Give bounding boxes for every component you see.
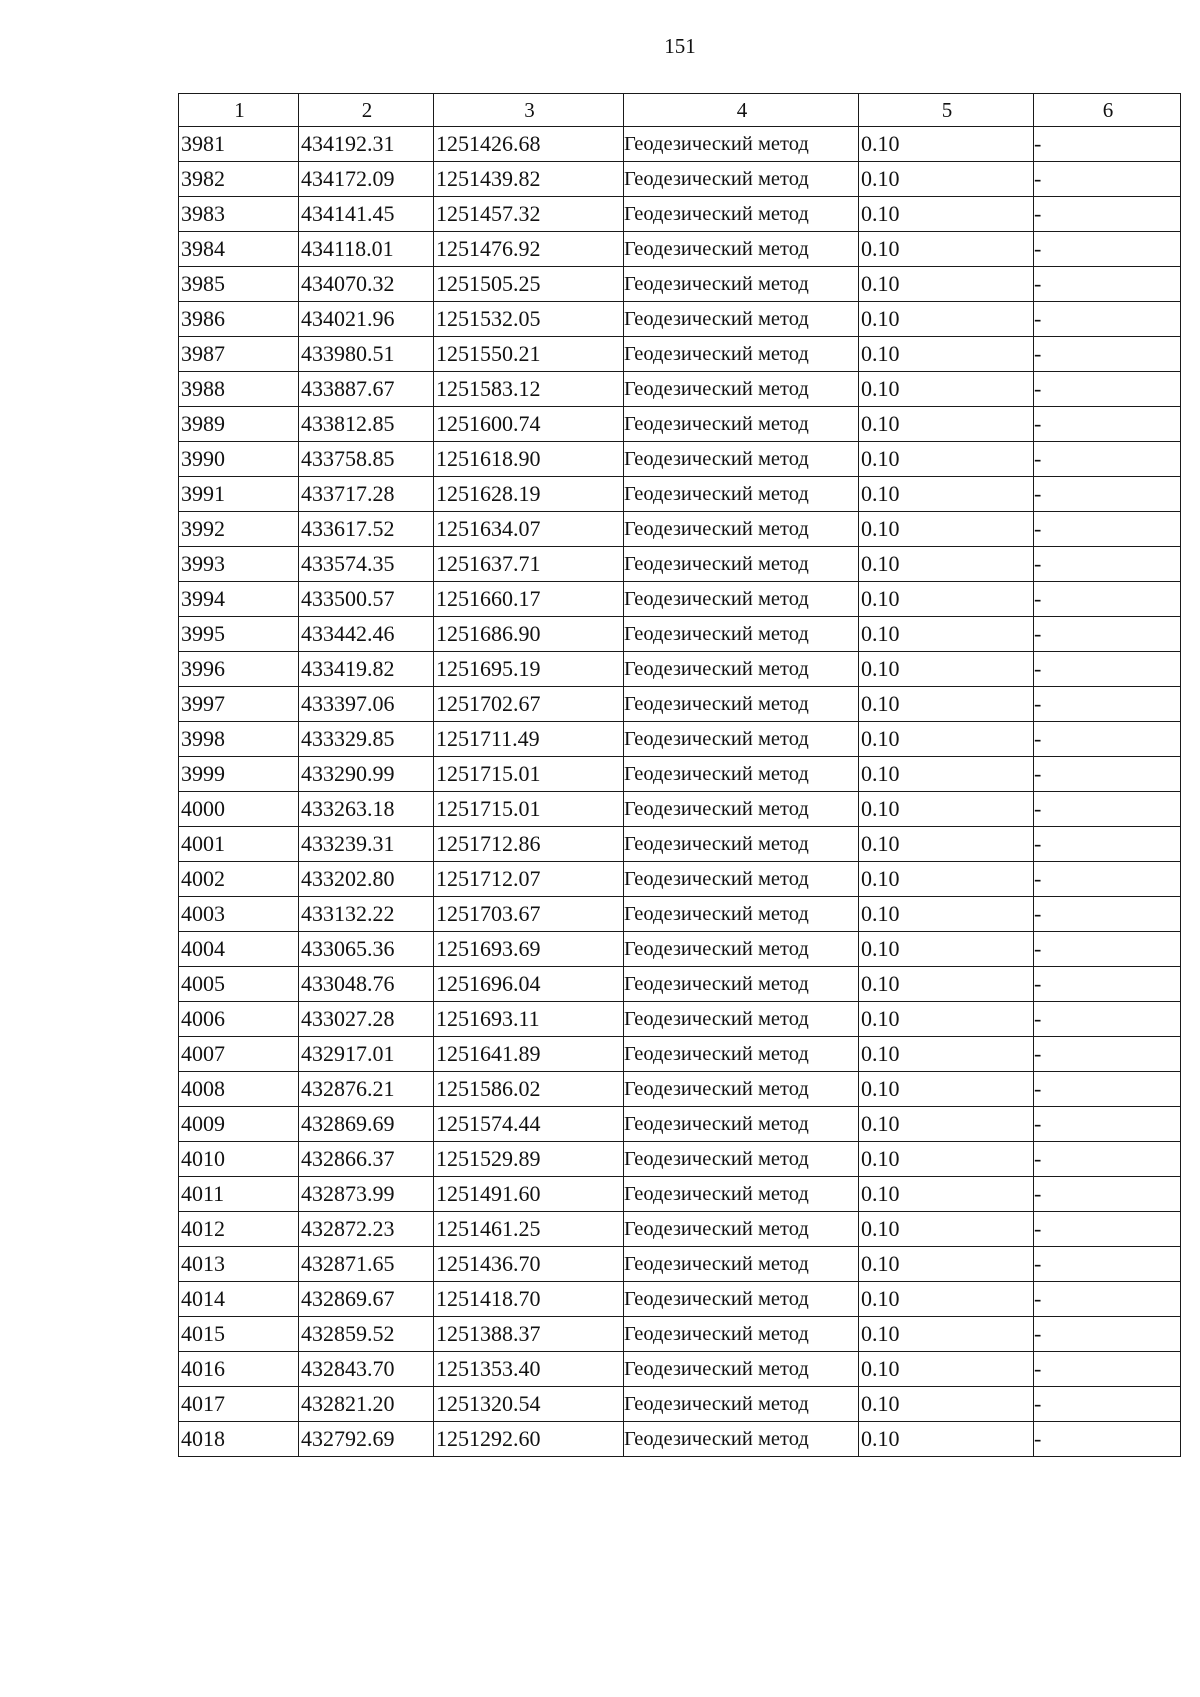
accuracy-cell: 0.10 — [859, 1317, 1034, 1352]
note-cell: - — [1034, 617, 1181, 652]
method-cell: Геодезический метод — [624, 162, 859, 197]
point-number-cell: 4006 — [179, 1002, 299, 1037]
table-row — [179, 1107, 1181, 1142]
table-row — [179, 757, 1181, 792]
note-cell: - — [1034, 1247, 1181, 1282]
method-cell: Геодезический метод — [624, 1177, 859, 1212]
method-cell: Геодезический метод — [624, 792, 859, 827]
column-header-1: 1 — [179, 94, 299, 127]
y-coordinate-cell: 1251532.05 — [434, 302, 624, 337]
accuracy-cell: 0.10 — [859, 1282, 1034, 1317]
table-row — [179, 232, 1181, 267]
table-row — [179, 1387, 1181, 1422]
x-coordinate-cell: 434021.96 — [299, 302, 434, 337]
table-row — [179, 792, 1181, 827]
y-coordinate-cell: 1251600.74 — [434, 407, 624, 442]
note-cell: - — [1034, 1177, 1181, 1212]
note-cell: - — [1034, 967, 1181, 1002]
accuracy-cell: 0.10 — [859, 932, 1034, 967]
table-row — [179, 337, 1181, 372]
method-cell: Геодезический метод — [624, 372, 859, 407]
x-coordinate-cell: 434141.45 — [299, 197, 434, 232]
table-row — [179, 442, 1181, 477]
x-coordinate-cell: 433812.85 — [299, 407, 434, 442]
accuracy-cell: 0.10 — [859, 1387, 1034, 1422]
y-coordinate-cell: 1251439.82 — [434, 162, 624, 197]
note-cell: - — [1034, 267, 1181, 302]
method-cell: Геодезический метод — [624, 407, 859, 442]
point-number-cell: 4011 — [179, 1177, 299, 1212]
method-cell: Геодезический метод — [624, 547, 859, 582]
y-coordinate-cell: 1251457.32 — [434, 197, 624, 232]
note-cell: - — [1034, 792, 1181, 827]
table-row — [179, 1317, 1181, 1352]
y-coordinate-cell: 1251505.25 — [434, 267, 624, 302]
x-coordinate-cell: 433887.67 — [299, 372, 434, 407]
method-cell: Геодезический метод — [624, 1387, 859, 1422]
x-coordinate-cell: 433048.76 — [299, 967, 434, 1002]
note-cell: - — [1034, 372, 1181, 407]
table-row — [179, 1072, 1181, 1107]
accuracy-cell: 0.10 — [859, 407, 1034, 442]
table-row — [179, 827, 1181, 862]
accuracy-cell: 0.10 — [859, 1212, 1034, 1247]
accuracy-cell: 0.10 — [859, 862, 1034, 897]
point-number-cell: 4003 — [179, 897, 299, 932]
method-cell: Геодезический метод — [624, 1247, 859, 1282]
x-coordinate-cell: 433263.18 — [299, 792, 434, 827]
x-coordinate-cell: 432876.21 — [299, 1072, 434, 1107]
point-number-cell: 4012 — [179, 1212, 299, 1247]
table-row — [179, 652, 1181, 687]
point-number-cell: 4001 — [179, 827, 299, 862]
note-cell: - — [1034, 1002, 1181, 1037]
accuracy-cell: 0.10 — [859, 897, 1034, 932]
y-coordinate-cell: 1251583.12 — [434, 372, 624, 407]
note-cell: - — [1034, 652, 1181, 687]
x-coordinate-cell: 434070.32 — [299, 267, 434, 302]
column-header-2: 2 — [299, 94, 434, 127]
method-cell: Геодезический метод — [624, 1002, 859, 1037]
page-number: 151 — [664, 34, 696, 58]
table-row — [179, 302, 1181, 337]
point-number-cell: 3993 — [179, 547, 299, 582]
y-coordinate-cell: 1251586.02 — [434, 1072, 624, 1107]
x-coordinate-cell: 433419.82 — [299, 652, 434, 687]
column-header-6: 6 — [1034, 94, 1181, 127]
x-coordinate-cell: 433574.35 — [299, 547, 434, 582]
x-coordinate-cell: 432821.20 — [299, 1387, 434, 1422]
x-coordinate-cell: 432866.37 — [299, 1142, 434, 1177]
table-row — [179, 512, 1181, 547]
y-coordinate-cell: 1251695.19 — [434, 652, 624, 687]
note-cell: - — [1034, 1037, 1181, 1072]
point-number-cell: 4017 — [179, 1387, 299, 1422]
point-number-cell: 4018 — [179, 1422, 299, 1457]
note-cell: - — [1034, 1317, 1181, 1352]
y-coordinate-cell: 1251712.86 — [434, 827, 624, 862]
x-coordinate-cell: 433980.51 — [299, 337, 434, 372]
accuracy-cell: 0.10 — [859, 267, 1034, 302]
method-cell: Геодезический метод — [624, 232, 859, 267]
x-coordinate-cell: 433027.28 — [299, 1002, 434, 1037]
note-cell: - — [1034, 512, 1181, 547]
note-cell: - — [1034, 1142, 1181, 1177]
note-cell: - — [1034, 1107, 1181, 1142]
point-number-cell: 3991 — [179, 477, 299, 512]
accuracy-cell: 0.10 — [859, 477, 1034, 512]
method-cell: Геодезический метод — [624, 1212, 859, 1247]
y-coordinate-cell: 1251696.04 — [434, 967, 624, 1002]
table-row — [179, 1177, 1181, 1212]
table-row — [179, 372, 1181, 407]
point-number-cell: 3992 — [179, 512, 299, 547]
point-number-cell: 3983 — [179, 197, 299, 232]
table-row — [179, 407, 1181, 442]
y-coordinate-cell: 1251426.68 — [434, 127, 624, 162]
method-cell: Геодезический метод — [624, 1107, 859, 1142]
note-cell: - — [1034, 197, 1181, 232]
table-row — [179, 127, 1181, 162]
point-number-cell: 4005 — [179, 967, 299, 1002]
y-coordinate-cell: 1251702.67 — [434, 687, 624, 722]
note-cell: - — [1034, 407, 1181, 442]
y-coordinate-cell: 1251711.49 — [434, 722, 624, 757]
note-cell: - — [1034, 1422, 1181, 1457]
note-cell: - — [1034, 337, 1181, 372]
method-cell: Геодезический метод — [624, 827, 859, 862]
note-cell: - — [1034, 757, 1181, 792]
table-row — [179, 267, 1181, 302]
accuracy-cell: 0.10 — [859, 1002, 1034, 1037]
y-coordinate-cell: 1251353.40 — [434, 1352, 624, 1387]
x-coordinate-cell: 434172.09 — [299, 162, 434, 197]
column-header-5: 5 — [859, 94, 1034, 127]
y-coordinate-cell: 1251388.37 — [434, 1317, 624, 1352]
point-number-cell: 3987 — [179, 337, 299, 372]
accuracy-cell: 0.10 — [859, 232, 1034, 267]
table-row — [179, 582, 1181, 617]
x-coordinate-cell: 433758.85 — [299, 442, 434, 477]
method-cell: Геодезический метод — [624, 127, 859, 162]
y-coordinate-cell: 1251715.01 — [434, 757, 624, 792]
note-cell: - — [1034, 722, 1181, 757]
table-row — [179, 897, 1181, 932]
note-cell: - — [1034, 1387, 1181, 1422]
method-cell: Геодезический метод — [624, 1422, 859, 1457]
table-row — [179, 1422, 1181, 1457]
accuracy-cell: 0.10 — [859, 792, 1034, 827]
table-row — [179, 1037, 1181, 1072]
y-coordinate-cell: 1251476.92 — [434, 232, 624, 267]
y-coordinate-cell: 1251660.17 — [434, 582, 624, 617]
y-coordinate-cell: 1251574.44 — [434, 1107, 624, 1142]
column-header-3: 3 — [434, 94, 624, 127]
table-row — [179, 1352, 1181, 1387]
y-coordinate-cell: 1251618.90 — [434, 442, 624, 477]
x-coordinate-cell: 433239.31 — [299, 827, 434, 862]
method-cell: Геодезический метод — [624, 1317, 859, 1352]
coordinates-table — [178, 93, 1181, 1457]
table-row — [179, 547, 1181, 582]
accuracy-cell: 0.10 — [859, 442, 1034, 477]
x-coordinate-cell: 433397.06 — [299, 687, 434, 722]
accuracy-cell: 0.10 — [859, 1072, 1034, 1107]
point-number-cell: 3985 — [179, 267, 299, 302]
x-coordinate-cell: 434118.01 — [299, 232, 434, 267]
x-coordinate-cell: 433329.85 — [299, 722, 434, 757]
accuracy-cell: 0.10 — [859, 827, 1034, 862]
method-cell: Геодезический метод — [624, 967, 859, 1002]
accuracy-cell: 0.10 — [859, 1422, 1034, 1457]
y-coordinate-cell: 1251703.67 — [434, 897, 624, 932]
accuracy-cell: 0.10 — [859, 1142, 1034, 1177]
note-cell: - — [1034, 862, 1181, 897]
y-coordinate-cell: 1251529.89 — [434, 1142, 624, 1177]
x-coordinate-cell: 433442.46 — [299, 617, 434, 652]
method-cell: Геодезический метод — [624, 197, 859, 232]
x-coordinate-cell: 433202.80 — [299, 862, 434, 897]
method-cell: Геодезический метод — [624, 932, 859, 967]
note-cell: - — [1034, 582, 1181, 617]
y-coordinate-cell: 1251320.54 — [434, 1387, 624, 1422]
x-coordinate-cell: 432843.70 — [299, 1352, 434, 1387]
y-coordinate-cell: 1251637.71 — [434, 547, 624, 582]
note-cell: - — [1034, 1282, 1181, 1317]
accuracy-cell: 0.10 — [859, 302, 1034, 337]
accuracy-cell: 0.10 — [859, 512, 1034, 547]
point-number-cell: 3986 — [179, 302, 299, 337]
method-cell: Геодезический метод — [624, 1037, 859, 1072]
note-cell: - — [1034, 897, 1181, 932]
accuracy-cell: 0.10 — [859, 1177, 1034, 1212]
point-number-cell: 4009 — [179, 1107, 299, 1142]
table-row — [179, 1142, 1181, 1177]
y-coordinate-cell: 1251461.25 — [434, 1212, 624, 1247]
table-body — [179, 127, 1181, 1457]
note-cell: - — [1034, 1072, 1181, 1107]
accuracy-cell: 0.10 — [859, 757, 1034, 792]
point-number-cell: 4002 — [179, 862, 299, 897]
table-row — [179, 162, 1181, 197]
accuracy-cell: 0.10 — [859, 197, 1034, 232]
accuracy-cell: 0.10 — [859, 372, 1034, 407]
x-coordinate-cell: 432792.69 — [299, 1422, 434, 1457]
table-row — [179, 1212, 1181, 1247]
y-coordinate-cell: 1251715.01 — [434, 792, 624, 827]
table-row — [179, 932, 1181, 967]
accuracy-cell: 0.10 — [859, 162, 1034, 197]
method-cell: Геодезический метод — [624, 1282, 859, 1317]
note-cell: - — [1034, 442, 1181, 477]
table-row — [179, 862, 1181, 897]
table-row — [179, 1002, 1181, 1037]
accuracy-cell: 0.10 — [859, 722, 1034, 757]
point-number-cell: 4015 — [179, 1317, 299, 1352]
point-number-cell: 4013 — [179, 1247, 299, 1282]
note-cell: - — [1034, 477, 1181, 512]
method-cell: Геодезический метод — [624, 617, 859, 652]
y-coordinate-cell: 1251628.19 — [434, 477, 624, 512]
point-number-cell: 4007 — [179, 1037, 299, 1072]
x-coordinate-cell: 433065.36 — [299, 932, 434, 967]
accuracy-cell: 0.10 — [859, 652, 1034, 687]
x-coordinate-cell: 432859.52 — [299, 1317, 434, 1352]
method-cell: Геодезический метод — [624, 862, 859, 897]
note-cell: - — [1034, 232, 1181, 267]
table-row — [179, 722, 1181, 757]
column-header-4: 4 — [624, 94, 859, 127]
table-row — [179, 197, 1181, 232]
method-cell: Геодезический метод — [624, 722, 859, 757]
point-number-cell: 3981 — [179, 127, 299, 162]
table-row — [179, 1247, 1181, 1282]
y-coordinate-cell: 1251712.07 — [434, 862, 624, 897]
note-cell: - — [1034, 302, 1181, 337]
accuracy-cell: 0.10 — [859, 687, 1034, 722]
accuracy-cell: 0.10 — [859, 547, 1034, 582]
point-number-cell: 3997 — [179, 687, 299, 722]
point-number-cell: 3984 — [179, 232, 299, 267]
y-coordinate-cell: 1251436.70 — [434, 1247, 624, 1282]
method-cell: Геодезический метод — [624, 757, 859, 792]
x-coordinate-cell: 433617.52 — [299, 512, 434, 547]
point-number-cell: 4000 — [179, 792, 299, 827]
x-coordinate-cell: 433290.99 — [299, 757, 434, 792]
point-number-cell: 3994 — [179, 582, 299, 617]
method-cell: Геодезический метод — [624, 267, 859, 302]
accuracy-cell: 0.10 — [859, 337, 1034, 372]
accuracy-cell: 0.10 — [859, 967, 1034, 1002]
y-coordinate-cell: 1251693.11 — [434, 1002, 624, 1037]
method-cell: Геодезический метод — [624, 302, 859, 337]
table-row — [179, 617, 1181, 652]
table-row — [179, 967, 1181, 1002]
y-coordinate-cell: 1251641.89 — [434, 1037, 624, 1072]
y-coordinate-cell: 1251418.70 — [434, 1282, 624, 1317]
point-number-cell: 3989 — [179, 407, 299, 442]
note-cell: - — [1034, 547, 1181, 582]
note-cell: - — [1034, 827, 1181, 862]
header-row — [179, 94, 1181, 127]
method-cell: Геодезический метод — [624, 1072, 859, 1107]
point-number-cell: 4016 — [179, 1352, 299, 1387]
x-coordinate-cell: 432869.67 — [299, 1282, 434, 1317]
y-coordinate-cell: 1251292.60 — [434, 1422, 624, 1457]
method-cell: Геодезический метод — [624, 1352, 859, 1387]
method-cell: Геодезический метод — [624, 442, 859, 477]
x-coordinate-cell: 434192.31 — [299, 127, 434, 162]
method-cell: Геодезический метод — [624, 512, 859, 547]
x-coordinate-cell: 432917.01 — [299, 1037, 434, 1072]
table-row — [179, 1282, 1181, 1317]
y-coordinate-cell: 1251693.69 — [434, 932, 624, 967]
note-cell: - — [1034, 1352, 1181, 1387]
method-cell: Геодезический метод — [624, 582, 859, 617]
x-coordinate-cell: 432869.69 — [299, 1107, 434, 1142]
note-cell: - — [1034, 127, 1181, 162]
method-cell: Геодезический метод — [624, 897, 859, 932]
point-number-cell: 4008 — [179, 1072, 299, 1107]
note-cell: - — [1034, 932, 1181, 967]
x-coordinate-cell: 432872.23 — [299, 1212, 434, 1247]
point-number-cell: 3988 — [179, 372, 299, 407]
table-row — [179, 477, 1181, 512]
y-coordinate-cell: 1251686.90 — [434, 617, 624, 652]
y-coordinate-cell: 1251491.60 — [434, 1177, 624, 1212]
method-cell: Геодезический метод — [624, 652, 859, 687]
method-cell: Геодезический метод — [624, 1142, 859, 1177]
accuracy-cell: 0.10 — [859, 1247, 1034, 1282]
x-coordinate-cell: 433500.57 — [299, 582, 434, 617]
point-number-cell: 3996 — [179, 652, 299, 687]
accuracy-cell: 0.10 — [859, 1352, 1034, 1387]
point-number-cell: 4014 — [179, 1282, 299, 1317]
table-row — [179, 687, 1181, 722]
y-coordinate-cell: 1251550.21 — [434, 337, 624, 372]
method-cell: Геодезический метод — [624, 337, 859, 372]
method-cell: Геодезический метод — [624, 477, 859, 512]
x-coordinate-cell: 432873.99 — [299, 1177, 434, 1212]
note-cell: - — [1034, 162, 1181, 197]
accuracy-cell: 0.10 — [859, 127, 1034, 162]
x-coordinate-cell: 433132.22 — [299, 897, 434, 932]
point-number-cell: 3998 — [179, 722, 299, 757]
point-number-cell: 3995 — [179, 617, 299, 652]
point-number-cell: 4010 — [179, 1142, 299, 1177]
accuracy-cell: 0.10 — [859, 582, 1034, 617]
note-cell: - — [1034, 687, 1181, 722]
x-coordinate-cell: 432871.65 — [299, 1247, 434, 1282]
point-number-cell: 3999 — [179, 757, 299, 792]
accuracy-cell: 0.10 — [859, 1037, 1034, 1072]
point-number-cell: 4004 — [179, 932, 299, 967]
point-number-cell: 3990 — [179, 442, 299, 477]
note-cell: - — [1034, 1212, 1181, 1247]
accuracy-cell: 0.10 — [859, 617, 1034, 652]
y-coordinate-cell: 1251634.07 — [434, 512, 624, 547]
point-number-cell: 3982 — [179, 162, 299, 197]
method-cell: Геодезический метод — [624, 687, 859, 722]
accuracy-cell: 0.10 — [859, 1107, 1034, 1142]
x-coordinate-cell: 433717.28 — [299, 477, 434, 512]
